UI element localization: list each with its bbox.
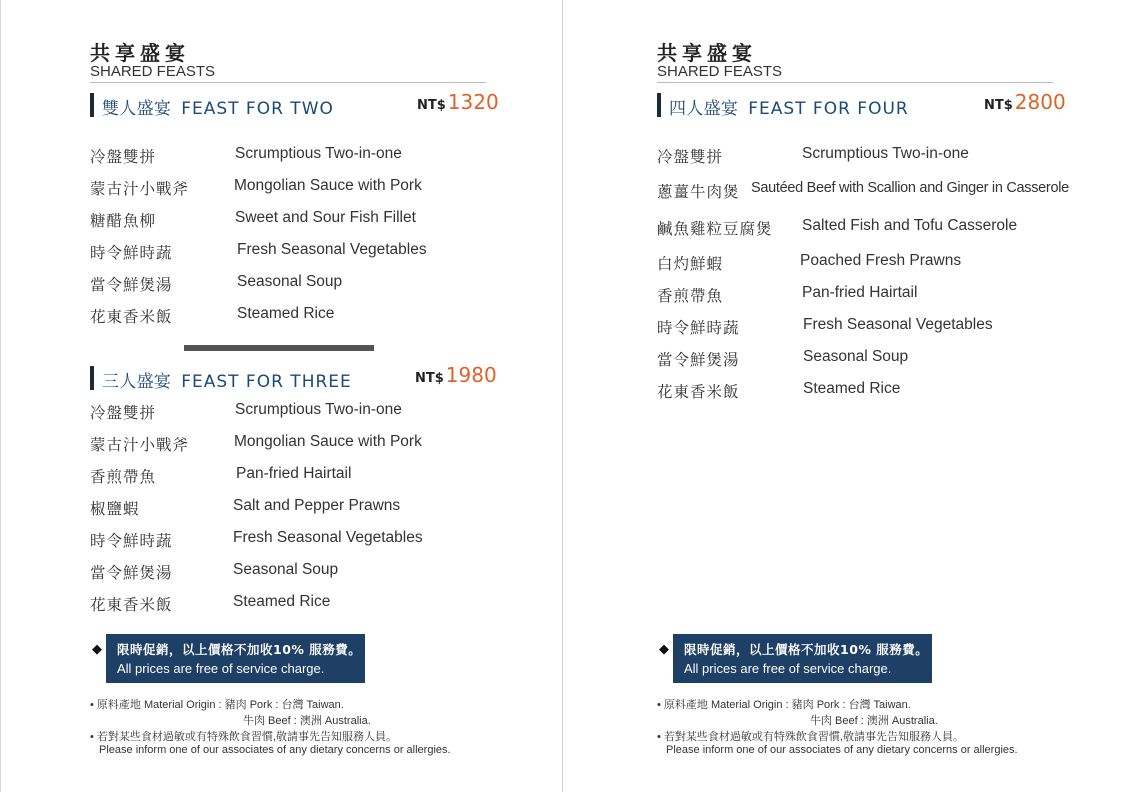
section-feast-three [90, 363, 510, 392]
dish-name-en: Sautéed Beef with Scallion and Ginger in Casserole [751, 180, 1069, 196]
dish-name-zh: 蒙古汁小戰斧 [90, 436, 190, 454]
section-title [102, 367, 352, 392]
footnote-origin-beef: 牛肉 Beef : 澳洲 Australia. [243, 715, 371, 727]
dish-name-zh: 鹹魚雞粒豆腐煲 [657, 220, 773, 238]
dish-row [90, 433, 560, 455]
section-title-zh: 四人盛宴 [669, 99, 739, 119]
dish-name-en: Steamed Rice [803, 380, 901, 397]
dish-name-zh: 蒙古汁小戰斧 [90, 180, 190, 198]
dish-row [657, 217, 1125, 239]
dish-row [657, 380, 1125, 402]
dish-row [90, 241, 560, 263]
price-value: 1980 [445, 363, 497, 387]
dish-row [90, 497, 560, 519]
dish-name-en: Fresh Seasonal Vegetables [233, 529, 423, 546]
footnote-origin-pork: • 原料產地 Material Origin : 豬肉 Pork : 台灣 Taiwan. [657, 699, 911, 711]
price-currency: NT$ [984, 98, 1013, 113]
section-title-en: FEAST FOR TWO [181, 99, 334, 119]
dish-name-zh: 當令鮮煲湯 [657, 351, 740, 369]
dish-name-zh: 花東香米飯 [90, 596, 173, 614]
dish-row [90, 529, 560, 551]
price-currency: NT$ [417, 98, 446, 113]
section-separator [184, 345, 374, 351]
notice-text-en: All prices are free of service charge. [684, 661, 892, 676]
dish-name-en: Pan-fried Hairtail [236, 465, 352, 482]
dish-name-en: Salt and Pepper Prawns [233, 497, 401, 514]
page-title-zh: 共享盛宴 [657, 41, 757, 65]
dish-name-zh: 糖醋魚柳 [90, 212, 157, 230]
section-title-en: FEAST FOR FOUR [748, 99, 909, 119]
dish-name-en: Pan-fried Hairtail [802, 284, 918, 301]
dish-name-en: Mongolian Sauce with Pork [234, 433, 422, 450]
dish-name-zh: 白灼鮮蝦 [657, 255, 724, 273]
dish-row [657, 145, 1125, 167]
dish-name-en: Steamed Rice [233, 593, 331, 610]
dish-row [657, 316, 1125, 338]
page-title-en: SHARED FEASTS [90, 63, 216, 80]
section-feast-four [657, 90, 1077, 119]
section-title-zh: 三人盛宴 [102, 372, 172, 392]
dish-name-zh: 冷盤雙拼 [90, 404, 157, 422]
dish-row [90, 209, 560, 231]
footnote-allergy-en: Please inform one of our associates of any dietary concerns or allergies. [666, 744, 1018, 756]
dish-row [90, 465, 560, 487]
dish-name-zh: 香煎帶魚 [657, 287, 724, 305]
dish-row [657, 180, 1125, 202]
dish-row [90, 177, 560, 199]
section-bar [90, 93, 94, 117]
diamond-bullet-icon: ◆ [659, 642, 669, 657]
price-currency: NT$ [415, 371, 444, 386]
dish-name-en: Scrumptious Two-in-one [235, 145, 402, 162]
dish-name-zh: 當令鮮煲湯 [90, 564, 173, 582]
section-title [102, 94, 334, 119]
section-bar [657, 93, 661, 117]
title-rule [657, 82, 1053, 83]
notice-text-zh: 限時促銷，以上價格不加收10% 服務費。 [684, 642, 929, 657]
footnote-allergy-zh: • 若對某些食材過敏或有特殊飲食習慣,敬請事先告知服務人員。 [90, 731, 397, 743]
section-price [417, 90, 499, 114]
section-title-en: FEAST FOR THREE [181, 372, 352, 392]
dish-row [657, 252, 1125, 274]
service-charge-notice [90, 634, 380, 683]
dish-name-zh: 冷盤雙拼 [657, 148, 724, 166]
notice-text-zh: 限時促銷，以上價格不加收10% 服務費。 [117, 642, 362, 657]
notice-box [673, 634, 932, 683]
dish-name-en: Seasonal Soup [237, 273, 343, 290]
dish-name-zh: 花東香米飯 [657, 383, 740, 401]
dish-name-en: Steamed Rice [237, 305, 335, 322]
dish-name-en: Sweet and Sour Fish Fillet [235, 209, 416, 226]
dish-name-zh: 蔥薑牛肉煲 [657, 183, 740, 201]
section-bar [90, 366, 94, 390]
section-price [984, 90, 1066, 114]
dish-name-zh: 椒鹽蝦 [90, 500, 140, 518]
service-charge-notice [657, 634, 947, 683]
dish-name-en: Fresh Seasonal Vegetables [237, 241, 427, 258]
dish-row [657, 348, 1125, 370]
dish-name-en: Scrumptious Two-in-one [802, 145, 969, 162]
dish-name-en: Fresh Seasonal Vegetables [803, 316, 993, 333]
page-title-zh: 共享盛宴 [90, 41, 190, 65]
dish-name-en: Poached Fresh Prawns [800, 252, 962, 269]
dish-name-zh: 香煎帶魚 [90, 468, 157, 486]
dish-name-zh: 當令鮮煲湯 [90, 276, 173, 294]
footnote-allergy-en: Please inform one of our associates of any dietary concerns or allergies. [99, 744, 451, 756]
dish-name-en: Mongolian Sauce with Pork [234, 177, 422, 194]
section-price [415, 363, 497, 387]
page-edge [0, 0, 1, 792]
dish-name-en: Salted Fish and Tofu Casserole [802, 217, 1018, 234]
dish-name-en: Seasonal Soup [803, 348, 909, 365]
section-feast-two [90, 90, 510, 119]
dish-row [90, 305, 560, 327]
notice-text-en: All prices are free of service charge. [117, 661, 325, 676]
page-divider [562, 0, 563, 792]
page-title-en: SHARED FEASTS [657, 63, 783, 80]
dish-row [90, 273, 560, 295]
dish-name-en: Seasonal Soup [233, 561, 339, 578]
price-value: 1320 [447, 90, 499, 114]
dish-row [90, 593, 560, 615]
dish-name-zh: 時令鮮時蔬 [90, 244, 173, 262]
title-rule [90, 82, 486, 83]
dish-name-zh: 時令鮮時蔬 [657, 319, 740, 337]
dish-row [657, 284, 1125, 306]
section-title-zh: 雙人盛宴 [102, 99, 172, 119]
dish-row [90, 561, 560, 583]
diamond-bullet-icon: ◆ [92, 642, 102, 657]
section-title [669, 94, 909, 119]
dish-name-zh: 冷盤雙拼 [90, 148, 157, 166]
dish-name-en: Scrumptious Two-in-one [235, 401, 402, 418]
footnote-origin-pork: • 原料產地 Material Origin : 豬肉 Pork : 台灣 Taiwan. [90, 699, 344, 711]
footnote-allergy-zh: • 若對某些食材過敏或有特殊飲食習慣,敬請事先告知服務人員。 [657, 731, 964, 743]
dish-name-zh: 花東香米飯 [90, 308, 173, 326]
footnote-origin-beef: 牛肉 Beef : 澳洲 Australia. [810, 715, 938, 727]
dish-name-zh: 時令鮮時蔬 [90, 532, 173, 550]
dish-row [90, 145, 560, 167]
notice-box [106, 634, 365, 683]
price-value: 2800 [1014, 90, 1066, 114]
dish-row [90, 401, 560, 423]
